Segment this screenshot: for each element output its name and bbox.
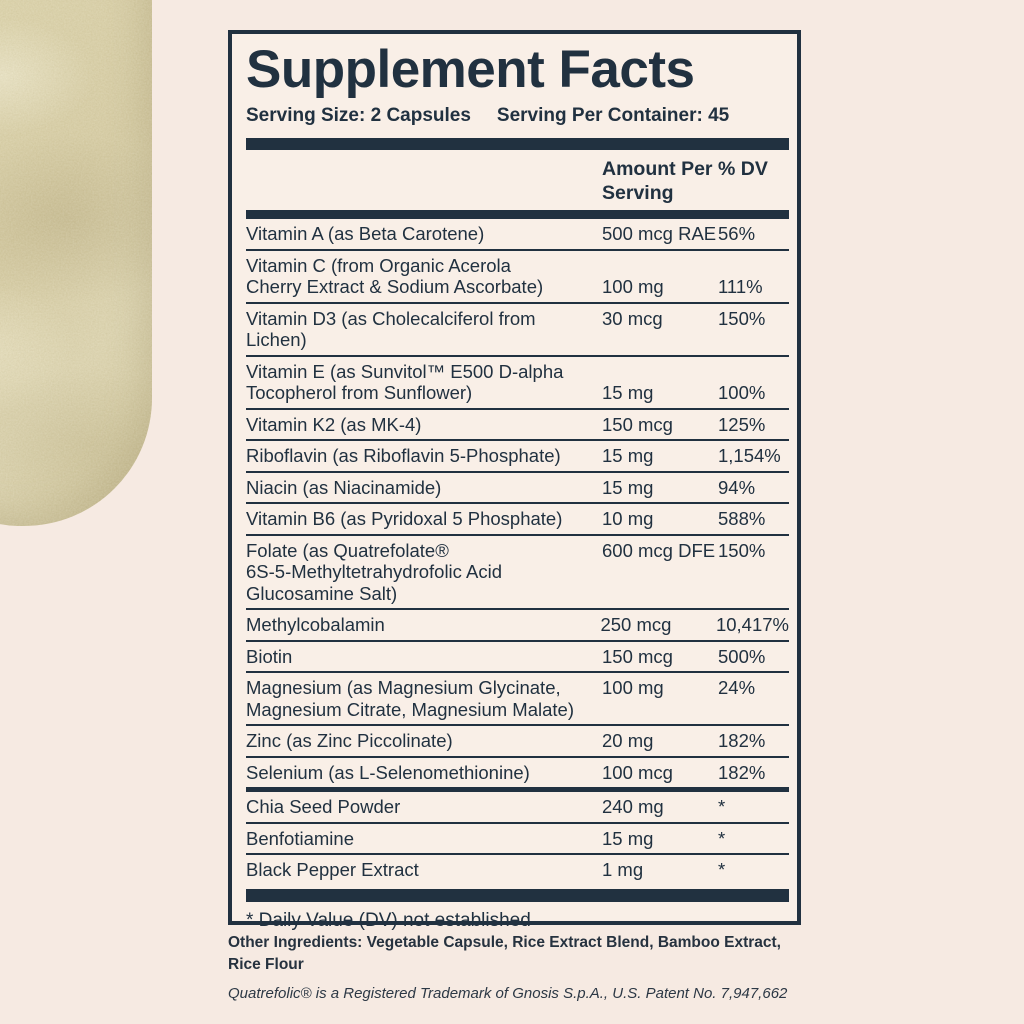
nutrient-amount: 240 mg xyxy=(602,796,664,817)
nutrient-dv: 1,154% xyxy=(718,445,781,466)
table-row-niacin xyxy=(246,473,789,505)
table-row-riboflavin xyxy=(246,441,789,473)
nutrient-name: Zinc (as Zinc Piccolinate) xyxy=(246,730,453,751)
nutrient-dv: * xyxy=(718,859,726,880)
nutrient-name: Vitamin C (from Organic Acerola Cherry Extract & Sodium Ascorbate) xyxy=(246,254,544,297)
nutrient-dv: 588% xyxy=(718,508,766,529)
nutrient-name: Methylcobalamin xyxy=(246,614,385,635)
nutrient-amount: 15 mg xyxy=(602,382,654,403)
amount-per-serving-header: Amount Per Serving xyxy=(602,158,713,204)
table-row-vitamin-k2 xyxy=(246,410,789,442)
nutrient-amount: 15 mg xyxy=(602,445,654,466)
nutrient-amount: 150 mcg xyxy=(602,645,673,667)
table-row-vitamin-d3 xyxy=(246,304,789,357)
divider-bar-bottom xyxy=(246,889,789,902)
percent-dv-header: % DV xyxy=(718,158,768,180)
nutrient-name: Magnesium (as Magnesium Glycinate, Magnesium Citrate, Magnesium Malate) xyxy=(246,677,574,720)
nutrient-dv: 94% xyxy=(718,476,756,498)
nutrient-dv: 150% xyxy=(718,307,766,329)
trademark-note: Quatrefolic® is a Registered Trademark of Gnosis S.p.A., U.S. Patent No. 7,947,662 xyxy=(228,985,788,1002)
nutrient-table xyxy=(246,219,789,885)
header-spacer xyxy=(246,157,602,205)
nutrient-amount: 30 mcg xyxy=(602,307,663,329)
nutrient-dv: 24% xyxy=(718,677,756,698)
table-row-biotin xyxy=(246,642,789,674)
serving-size: Serving Size: 2 Capsules xyxy=(246,105,471,126)
powder-texture-image xyxy=(0,0,152,526)
nutrient-dv: 10,417% xyxy=(715,614,789,635)
table-header xyxy=(246,157,789,205)
nutrient-amount: 600 mcg DFE xyxy=(602,539,716,561)
nutrient-dv: 182% xyxy=(718,761,766,783)
nutrient-amount: 15 mg xyxy=(602,827,654,849)
panel-title: Supplement Facts xyxy=(246,40,695,99)
nutrient-dv: 125% xyxy=(718,413,766,435)
nutrient-amount: 150 mcg xyxy=(602,413,673,435)
nutrient-name: Black Pepper Extract xyxy=(246,859,419,880)
nutrient-name: Benfotiamine xyxy=(246,827,354,849)
table-row-zinc xyxy=(246,726,789,758)
table-row-vitamin-e xyxy=(246,357,789,410)
table-row-vitamin-a xyxy=(246,219,789,251)
nutrient-dv: * xyxy=(718,796,726,817)
table-row-folate xyxy=(246,536,789,611)
nutrient-dv: 56% xyxy=(718,223,756,244)
nutrient-amount: 100 mcg xyxy=(602,761,673,783)
table-row-methylcobalamin xyxy=(246,610,789,642)
servings-per-container: Serving Per Container: 45 xyxy=(496,105,730,126)
nutrient-name: Vitamin E (as Sunvitol™ E500 D-alpha Tocopherol from Sunflower) xyxy=(246,360,564,403)
nutrient-amount: 250 mcg xyxy=(600,614,672,635)
other-ingredients xyxy=(228,932,808,976)
table-row-chia-seed-powder xyxy=(246,792,789,824)
nutrient-name: Folate (as Quatrefolate® 6S-5-Methyltetrahydrofolic Acid Glucosamine Salt) xyxy=(246,539,503,604)
nutrient-dv: 150% xyxy=(718,539,766,561)
divider-bar-top xyxy=(246,138,789,150)
nutrient-dv: 100% xyxy=(718,382,766,403)
nutrient-amount: 20 mg xyxy=(602,730,654,751)
other-ingredients-line-2: Rice Flour xyxy=(228,956,304,973)
nutrient-amount: 10 mg xyxy=(602,508,654,529)
nutrient-name: Vitamin B6 (as Pyridoxal 5 Phosphate) xyxy=(246,508,563,529)
serving-info xyxy=(246,104,789,128)
nutrient-name: Vitamin A (as Beta Carotene) xyxy=(246,223,485,244)
nutrient-dv: 500% xyxy=(718,645,766,667)
table-row-selenium xyxy=(246,758,789,793)
table-row-benfotiamine xyxy=(246,824,789,856)
powder-grain-texture xyxy=(0,0,152,526)
dv-footnote: * Daily Value (DV) not established xyxy=(246,909,531,931)
divider-bar-header xyxy=(246,210,789,219)
nutrient-amount: 500 mcg RAE xyxy=(602,223,717,244)
table-row-vitamin-b6 xyxy=(246,504,789,536)
table-row-black-pepper-extract xyxy=(246,855,789,885)
nutrient-name: Niacin (as Niacinamide) xyxy=(246,476,442,498)
nutrient-dv: * xyxy=(718,827,726,849)
nutrient-name: Vitamin K2 (as MK-4) xyxy=(246,413,422,435)
other-ingredients-line-1: Other Ingredients: Vegetable Capsule, Rice Extract Blend, Bamboo Extract, xyxy=(228,934,781,951)
nutrient-dv: 111% xyxy=(718,276,763,297)
nutrient-name: Biotin xyxy=(246,645,293,667)
nutrient-name: Riboflavin (as Riboflavin 5-Phosphate) xyxy=(246,445,561,466)
supplement-facts-panel xyxy=(228,30,801,931)
nutrient-amount: 100 mg xyxy=(602,276,664,297)
nutrient-amount: 100 mg xyxy=(602,677,664,698)
nutrient-name: Selenium (as L-Selenomethionine) xyxy=(246,761,530,783)
nutrient-name: Vitamin D3 (as Cholecalciferol from Lichen) xyxy=(246,307,536,350)
nutrient-dv: 182% xyxy=(718,730,766,751)
table-row-magnesium xyxy=(246,673,789,726)
nutrient-amount: 1 mg xyxy=(602,859,644,880)
nutrient-amount: 15 mg xyxy=(602,476,654,498)
footer-text-block xyxy=(228,932,808,1002)
table-row-vitamin-c xyxy=(246,251,789,304)
nutrient-name: Chia Seed Powder xyxy=(246,796,401,817)
